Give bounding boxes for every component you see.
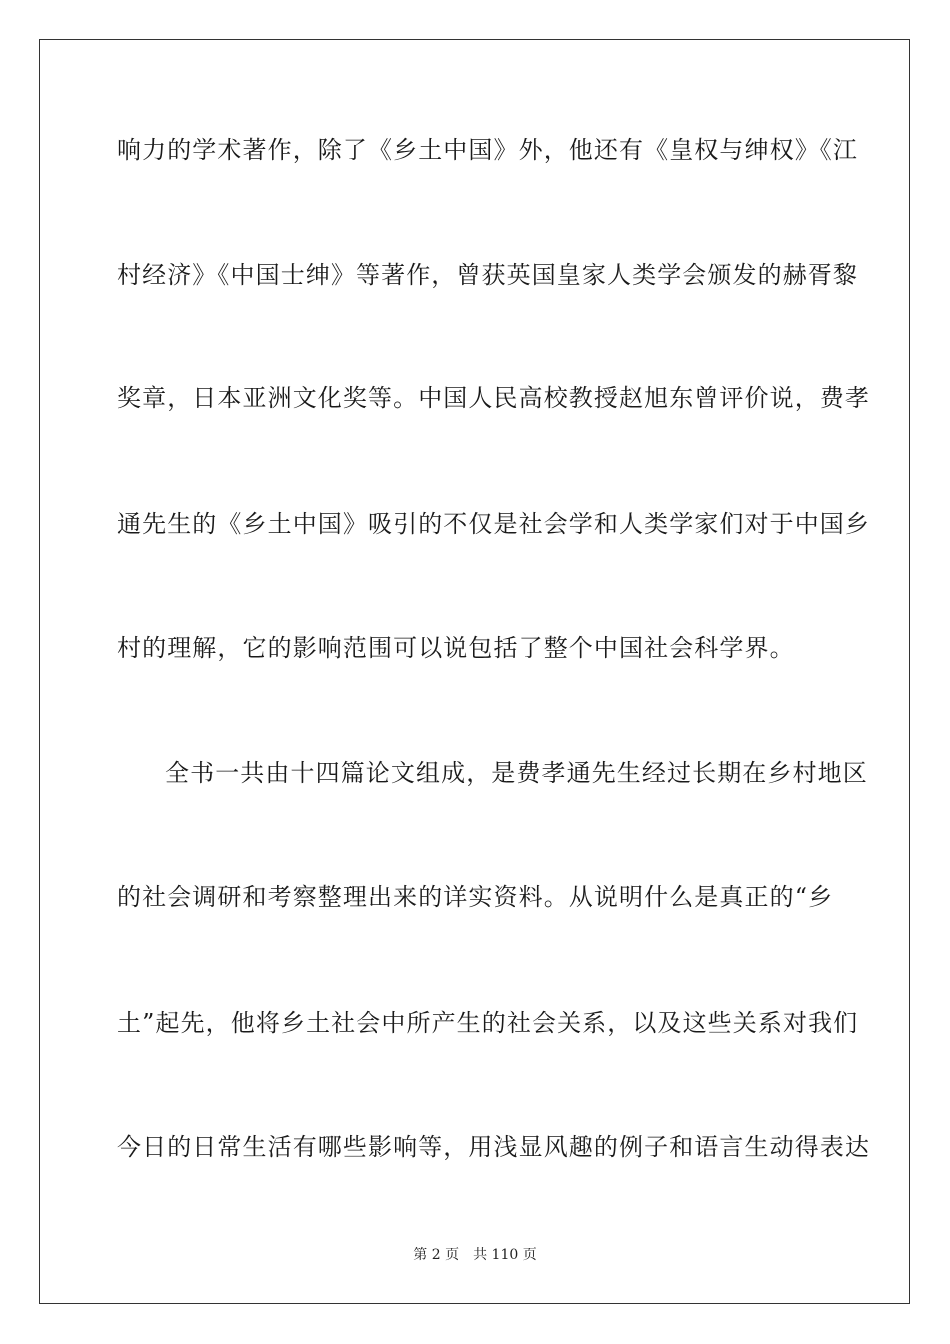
text-line: 奖章，日本亚洲文化奖等。中国人民高校教授赵旭东曾评价说，费孝 — [117, 384, 870, 412]
text-line-paragraph-end: 村的理解，它的影响范围可以说包括了整个中国社会科学界。 — [117, 634, 795, 662]
text-line: 的社会调研和考察整理出来的详实资料。从说明什么是真正的“乡 — [117, 883, 834, 911]
text-line: 今日的日常生活有哪些影响等，用浅显风趣的例子和语言生动得表达 — [117, 1133, 870, 1161]
text-line: 通先生的《乡土中国》吸引的不仅是社会学和人类学家们对于中国乡 — [117, 510, 870, 538]
text-line-paragraph-start: 全书一共由十四篇论文组成，是费孝通先生经过长期在乡村地区 — [165, 759, 868, 787]
page-total: 共 110 页 — [473, 1247, 537, 1263]
text-line: 响力的学术著作，除了《乡土中国》外，他还有《皇权与绅权》《江 — [117, 136, 858, 164]
page-footer — [0, 1246, 950, 1264]
text-line: 村经济》《中国士绅》等著作，曾获英国皇家人类学会颁发的赫胥黎 — [117, 261, 858, 289]
page-number: 第 2 页 — [413, 1247, 460, 1263]
page-border — [39, 39, 910, 1304]
text-line: 土”起先，他将乡土社会中所产生的社会关系，以及这些关系对我们 — [117, 1009, 859, 1037]
